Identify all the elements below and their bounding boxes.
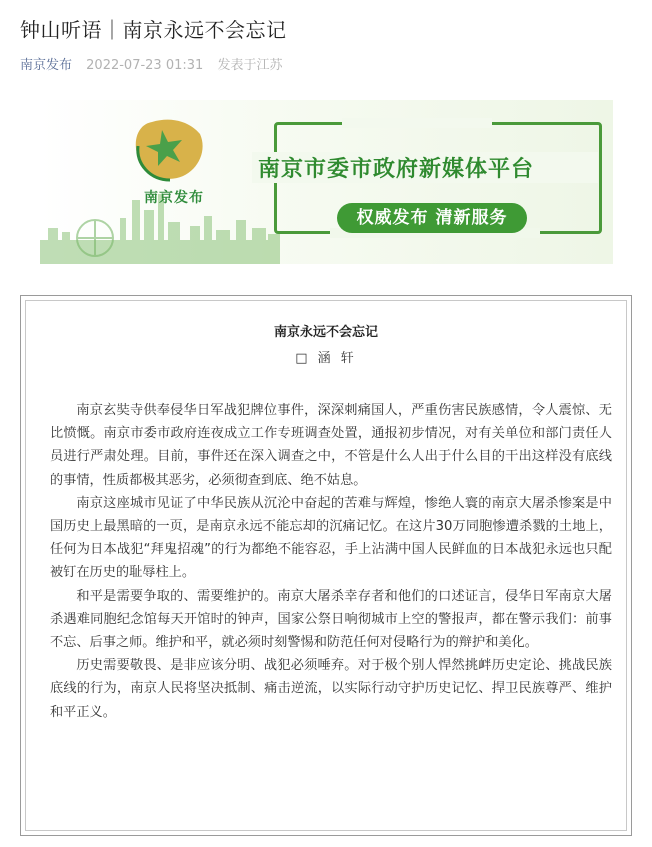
article-heading: 南京永远不会忘记 (273, 325, 378, 340)
article-box-inner (25, 300, 627, 831)
logo-text: 南京发布 (144, 190, 204, 206)
paragraph: 历史需要敬畏、是非应该分明、战犯必须唾弃。对于极个别人悍然挑衅历史定论、挑战民族底线的行为，南京人民将坚决抵制、痛击逆流，以实际行动守护历史记忆、捍卫民族尊严、维护和平正义。 (50, 658, 612, 720)
article-title: 钟山听语｜南京永远不会忘记 (20, 18, 287, 42)
ferris-wheel-icon (77, 220, 113, 256)
publish-time: 2022-07-23 01:31 (86, 58, 204, 73)
paragraph: 南京玄奘寺供奉侵华日军战犯牌位事件，深深刺痛国人，严重伤害民族感情，令人震惊、无比愤慨。南京市委市政府连夜成立工作专班调查处置，通报初步情况，对有关单位和部门责任人员进行严肃处理。目前，事件还在深入调查之中，不管是什么人出于什么目的干出这样没有底线的事情，性质都极其恶劣，必须彻查到底、绝不姑息。 (50, 403, 612, 488)
nanjing-release-logo-icon (136, 120, 203, 180)
frame-gap-top (342, 118, 492, 128)
article-body (50, 399, 612, 724)
publish-location: 发表于江苏 (217, 58, 283, 73)
article-byline: □ 涵 轩 (295, 351, 357, 366)
article-box (20, 295, 632, 836)
slogan-pill: 权威发布 清新服务 (337, 203, 527, 233)
platform-text: 南京市委市政府新媒体平台 (252, 152, 598, 183)
article-meta (20, 54, 282, 73)
account-name-link[interactable]: 南京发布 (20, 58, 73, 73)
paragraph: 南京这座城市见证了中华民族从沉沦中奋起的苦难与辉煌，惨绝人寰的南京大屠杀惨案是中国历史上最黑暗的一页，是南京永远不能忘却的沉痛记忆。在这片30万同胞惨遭杀戮的土地上，任何为日本战犯“拜鬼招魂”的行为都绝不能容忍，手上沾满中国人民鲜血的日本战犯永远也只配被钉在历史的耻辱柱上。 (50, 495, 612, 581)
paragraph: 和平是需要争取的、需要维护的。南京大屠杀幸存者和他们的口述证言，侵华日军南京大屠杀遇难同胞纪念馆每天开馆时的钟声，国家公祭日响彻城市上空的警报声，都在警示我们：前事不忘、后事之师。维护和平，就必须时刻警惕和防范任何对侵略行为的辩护和美化。 (50, 588, 612, 651)
banner-image (40, 100, 613, 264)
